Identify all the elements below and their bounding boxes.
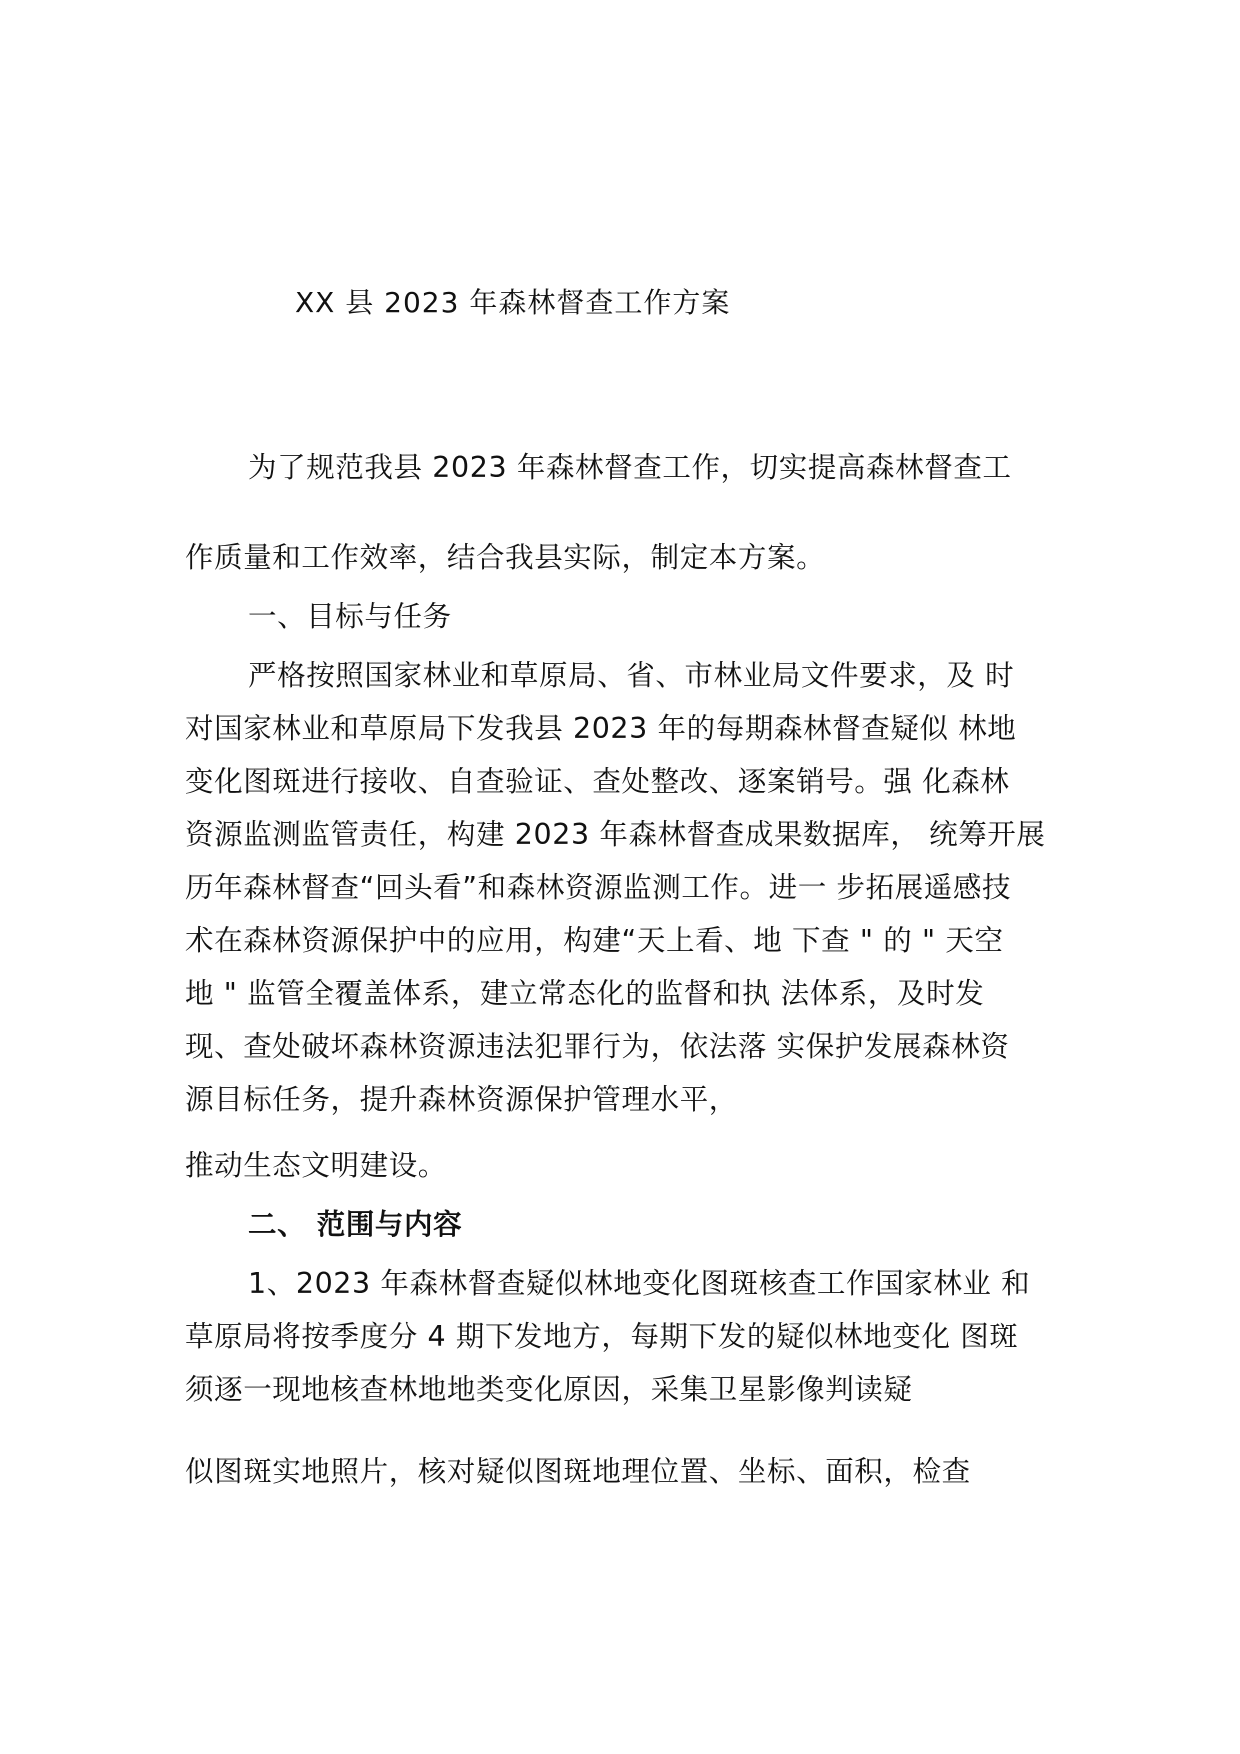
paragraph-line: 严格按照国家林业和草原局、省、市林业局文件要求，及 时 bbox=[248, 659, 1015, 692]
paragraph-line: 似图斑实地照片，核对疑似图斑地理位置、坐标、面积，检查 bbox=[185, 1455, 971, 1488]
paragraph-line: 草原局将按季度分 4 期下发地方，每期下发的疑似林地变化 图斑 bbox=[185, 1320, 1019, 1353]
section-heading: 二、 范围与内容 bbox=[248, 1208, 463, 1241]
paragraph-line: 为了规范我县 2023 年森林督查工作，切实提高森林督查工 bbox=[248, 451, 1012, 484]
paragraph-line: 历年森林督查“回头看”和森林资源监测工作。进一 步拓展遥感技 bbox=[185, 871, 1012, 904]
paragraph-line: 须逐一现地核查林地地类变化原因，采集卫星影像判读疑 bbox=[185, 1373, 913, 1406]
paragraph-line: 1、2023 年森林督查疑似林地变化图斑核查工作国家林业 和 bbox=[248, 1267, 1031, 1300]
document-title: XX 县 2023 年森林督查工作方案 bbox=[295, 286, 731, 319]
paragraph-line: 术在森林资源保护中的应用，构建“天上看、地 下查 " 的 " 天空 bbox=[185, 924, 1004, 957]
paragraph-line: 现、查处破坏森林资源违法犯罪行为，依法落 实保护发展森林资 bbox=[185, 1030, 1010, 1063]
paragraph-line: 变化图斑进行接收、自查验证、查处整改、逐案销号。强 化森林 bbox=[185, 765, 1010, 798]
paragraph-line: 推动生态文明建设。 bbox=[185, 1149, 447, 1182]
paragraph-line: 资源监测监管责任，构建 2023 年森林督查成果数据库， 统筹开展 bbox=[185, 818, 1046, 851]
paragraph-line: 地 " 监管全覆盖体系，建立常态化的监督和执 法体系，及时发 bbox=[185, 977, 985, 1010]
section-heading: 一、目标与任务 bbox=[248, 600, 452, 633]
paragraph-line: 源目标任务，提升森林资源保护管理水平， bbox=[185, 1083, 738, 1116]
paragraph-line: 对国家林业和草原局下发我县 2023 年的每期森林督查疑似 林地 bbox=[185, 712, 1017, 745]
paragraph-line: 作质量和工作效率，结合我县实际，制定本方案。 bbox=[185, 541, 826, 574]
